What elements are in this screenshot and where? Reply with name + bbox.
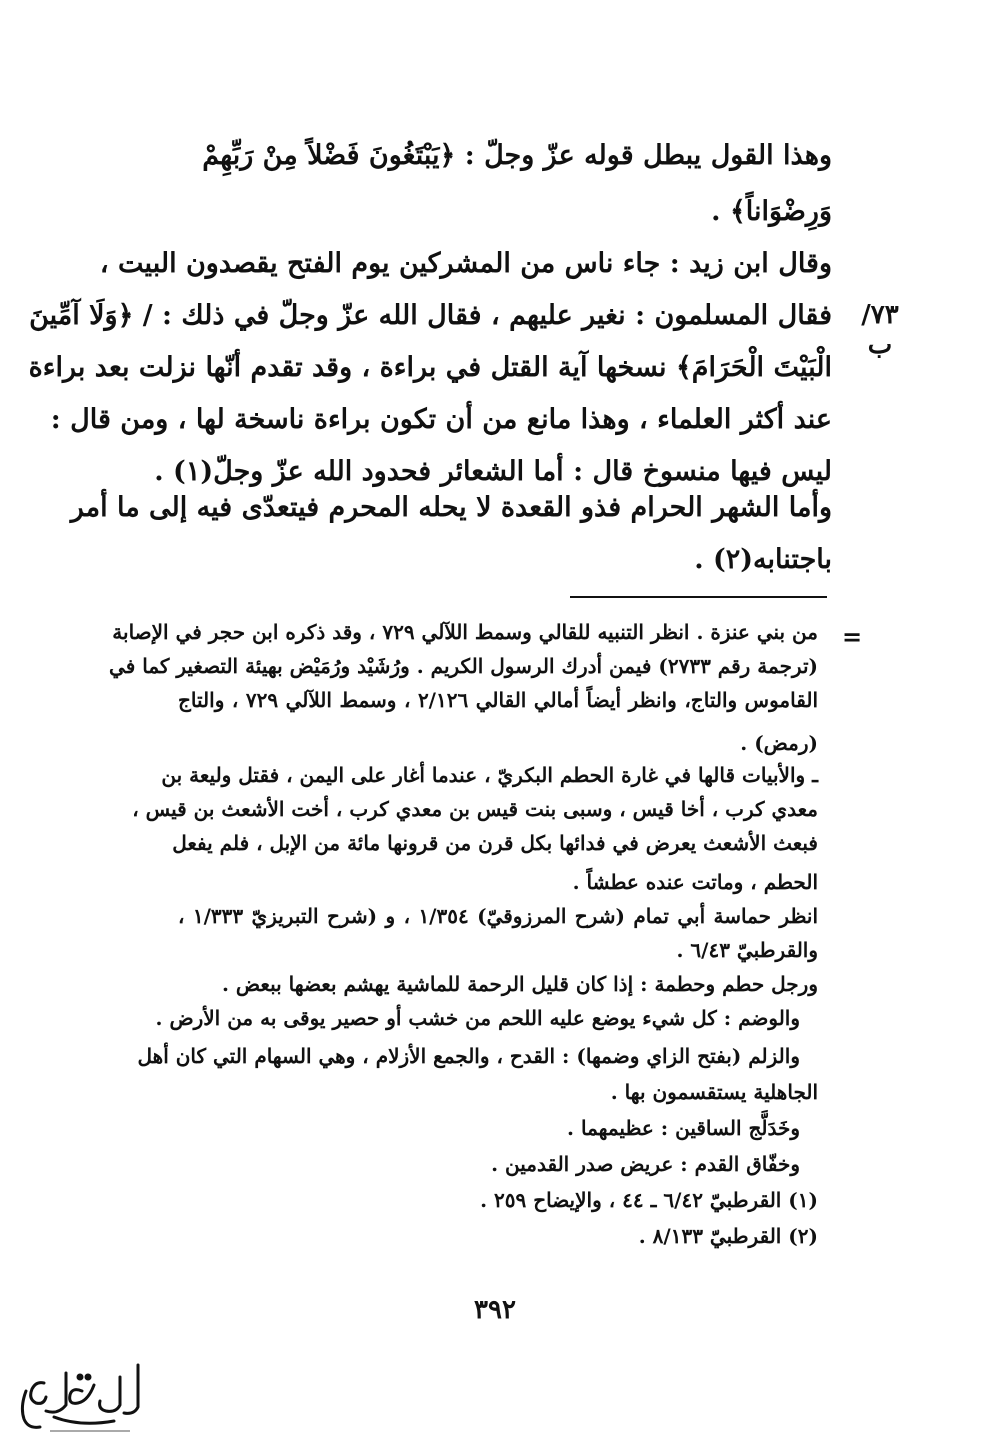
footnote-continuation-mark: = — [842, 622, 863, 651]
footnote-line-5: ـ والأبيات قالها في غارة الحطم البكريّ ، عندما أغار على اليمن ، فقتل وليعة بن — [161, 763, 818, 787]
footnote-line-11: ورجل حطم وحطمة : إذا كان قليل الرحمة للماشية يهشم بعضها ببعض . — [222, 972, 818, 996]
footnote-line-12: والوضم : كل شيء يوضع عليه اللحم من خشب أو حصير يوقى به من الأرض . — [155, 1006, 800, 1030]
footnote-line-16: وخفّاق القدم : عريض صدر القدمين . — [491, 1152, 800, 1176]
footnote-line-9: انظر حماسة أبي تمام (شرح المرزوقيّ) ١/٣٥٤ ، و (شرح التبريزيّ ١/٣٣٣ ، — [178, 904, 818, 928]
footnote-line-7: فبعث الأشعث يعرض في فدائها بكل قرن من قرونها مائة من الإبل ، فلم يفعل — [172, 831, 818, 855]
main-text-line-1: وهذا القول يبطل قوله عزّ وجلّ : ﴿يَبْتَغُونَ فَضْلاً مِنْ رَبِّهِمْ — [202, 140, 832, 171]
footnote-line-17: (١) القرطبيّ ٦/٤٢ ـ ٤٤ ، والإيضاح ٢٥٩ . — [480, 1188, 818, 1212]
footnote-line-14: الجاهلية يستقسمون بها . — [610, 1080, 818, 1104]
main-text-line-2: وَرِضْوَاناً﴾ . — [711, 196, 832, 227]
footnote-line-2: (ترجمة رقم ٢٧٣٣) فيمن أدرك الرسول الكريم . ورُشَيْد ورُمَيْض بهيئة التصغير كما في — [109, 654, 818, 678]
main-text-line-6: عند أكثر العلماء ، وهذا مانع من أن تكون براءة ناسخة لها ، ومن قال : — [50, 404, 832, 435]
footnote-line-15: وخَدَلَّج الساقين : عظيمهما . — [567, 1116, 800, 1140]
footnote-line-3: القاموس والتاج، وانظر أيضاً أمالي القالي ٢/١٢٦ ، وسمط اللآلي ٧٢٩ ، والتاج — [178, 688, 818, 712]
main-text-line-4: فقال المسلمون : نغير عليهم ، فقال الله عزّ وجلّ في ذلك : / ﴿وَلَا آمِّينَ — [29, 300, 832, 331]
main-text-line-5: الْبَيْتَ الْحَرَامَ﴾ نسخها آية القتل في براءة ، وقد تقدم أنّها نزلت بعد براءة — [28, 352, 832, 383]
main-text-line-9: باجتنابه(٢) . — [694, 544, 832, 575]
footnote-line-18: (٢) القرطبيّ ٨/١٣٣ . — [638, 1224, 818, 1248]
footnote-separator — [570, 596, 827, 598]
main-text-line-7: ليس فيها منسوخ قال : أما الشعائر فحدود الله عزّ وجلّ(١) . — [154, 456, 832, 487]
footnote-line-4: (رمض) . — [740, 731, 818, 755]
main-text-line-8: وأما الشهر الحرام فذو القعدة لا يحله المحرم فيتعدّى فيه إلى ما أمر — [70, 492, 832, 523]
footnote-line-8: الحطم ، وماتت عنده عطشاً . — [572, 870, 818, 894]
footnote-line-10: والقرطبيّ ٦/٤٣ . — [676, 938, 818, 962]
footnote-line-13: والزلم (بفتح الزاي وضمها) : القدح ، والجمع الأزلام ، وهي السهام التي كان أهل — [137, 1044, 800, 1068]
footnote-line-6: معدي كرب ، أخا قيس ، وسبى بنت قيس بن معدي كرب ، أخت الأشعث بن قيس ، — [132, 797, 818, 821]
main-text-line-3: وقال ابن زيد : جاء ناس من المشركين يوم الفتح يقصدون البيت ، — [99, 248, 832, 279]
manuscript-folio-reference: ٧٣/ب — [861, 300, 899, 360]
page-number: ٣٩٢ — [474, 1295, 516, 1325]
footnote-line-1: من بني عنزة . انظر التنبيه للقالي وسمط اللآلي ٧٢٩ ، وقد ذكره ابن حجر في الإصابة — [112, 620, 818, 644]
calligraphy-stamp-logo — [10, 1355, 150, 1435]
